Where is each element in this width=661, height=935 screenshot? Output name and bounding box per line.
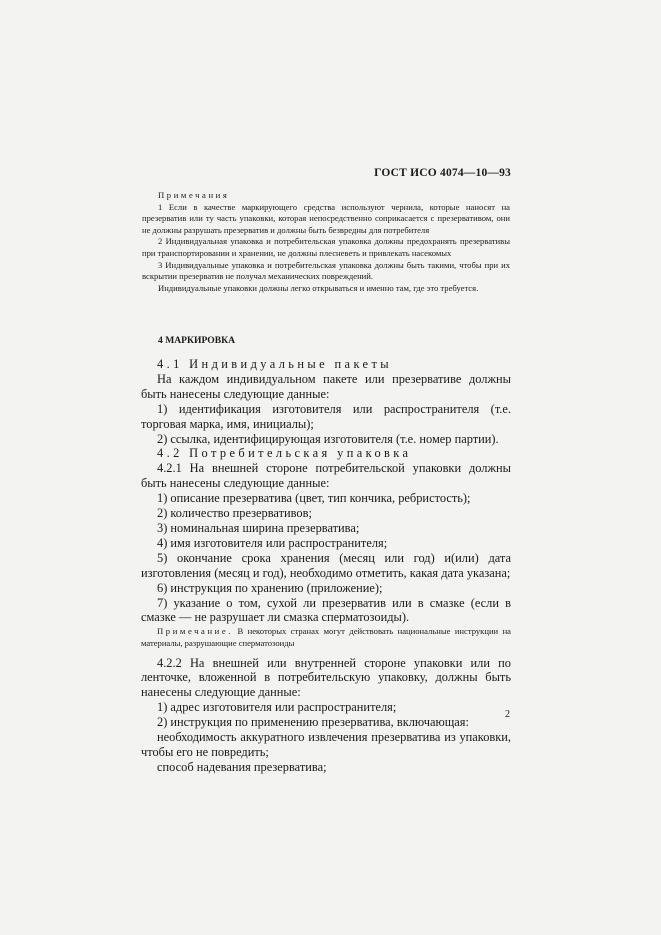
list-item: необходимость аккуратного извлечения презерватива из упаковки, чтобы его не повредить; (141, 730, 511, 759)
note-item: 2 Индивидуальная упаковка и потребительская упаковка должны предохранять презервативы при транспортировании и хранении, не должны плесневеть и привлекать насекомых (142, 236, 510, 258)
paragraph: 4.2.1 На внешней стороне потребительской упаковки должны быть нанесены следующие данные: (141, 461, 511, 491)
list-item: 2) инструкция по применению презерватива, включающая: (157, 715, 469, 730)
list-item: 1) идентификация изготовителя или распространителя (т.е. торговая марка, имя, инициалы); (141, 401, 511, 431)
subsection-title: 4.1 Индивидуальные пакеты (157, 357, 392, 371)
notes-block (142, 190, 510, 294)
list-item: 7) указание о том, сухой ли презерватив или в смазке (если в смазке — не разрушает ли смазка сперматозоиды). (141, 595, 511, 625)
section-heading: 4 МАРКИРОВКА (158, 335, 236, 346)
list-item: 1) адрес изготовителя или распространителя; (157, 700, 397, 715)
list-item: способ надевания презерватива; (157, 759, 327, 774)
subsection-title: 4.2 Потребительская упаковка (157, 446, 412, 461)
note-text: В некоторых странах могут действовать национальные инструкции на материалы, разрушающие сперматозоиды (141, 626, 511, 648)
list-item: 2) количество презервативов; (157, 506, 312, 521)
note-item: Индивидуальные упаковки должны легко открываться и именно там, где это требуется. (158, 282, 479, 293)
list-item: 2) ссылка, идентифицирующая изготовителя (т.е. номер партии). (157, 431, 499, 446)
note-item: 3 Индивидуальные упаковка и потребительская упаковка должны быть такими, чтобы при их вскрытии презерватив не получал механических повреждений. (142, 259, 510, 282)
list-item: 1) описание презерватива (цвет, тип кончика, ребристость); (157, 491, 471, 506)
main-text (141, 357, 511, 775)
paragraph: На каждом индивидуальном пакете или презервативе должны быть нанесены следующие данные: (141, 371, 511, 401)
note (141, 626, 511, 649)
notes-title: Примечания (158, 190, 230, 200)
list-item: 6) инструкция по хранению (приложение); (157, 580, 383, 595)
note-label: Примечание. (157, 626, 234, 637)
standard-code: ГОСТ ИСО 4074—10—93 (374, 167, 511, 179)
note-item: 1 Если в качестве маркирующего средства используют чернила, которые наносят на презерватив или ту часть упаковки, которая непосредственно соприкасается с презервативом, они не должны разрушать презерватив и должны быть безвредны для потребителя (142, 201, 510, 235)
list-item: 3) номинальная ширина презерватива; (157, 520, 360, 535)
page-number: 2 (505, 709, 510, 720)
paragraph: 4.2.2 На внешней или внутренней стороне упаковки или по ленточке, вложенной в потребительскую упаковку, должны быть нанесены следующие данные: (141, 655, 511, 700)
list-item: 5) окончание срока хранения (месяц или год) и(или) дата изготовления (месяц и год), необходимо отметить, какая дата указана; (141, 550, 511, 580)
list-item: 4) имя изготовителя или распространителя; (157, 535, 388, 550)
